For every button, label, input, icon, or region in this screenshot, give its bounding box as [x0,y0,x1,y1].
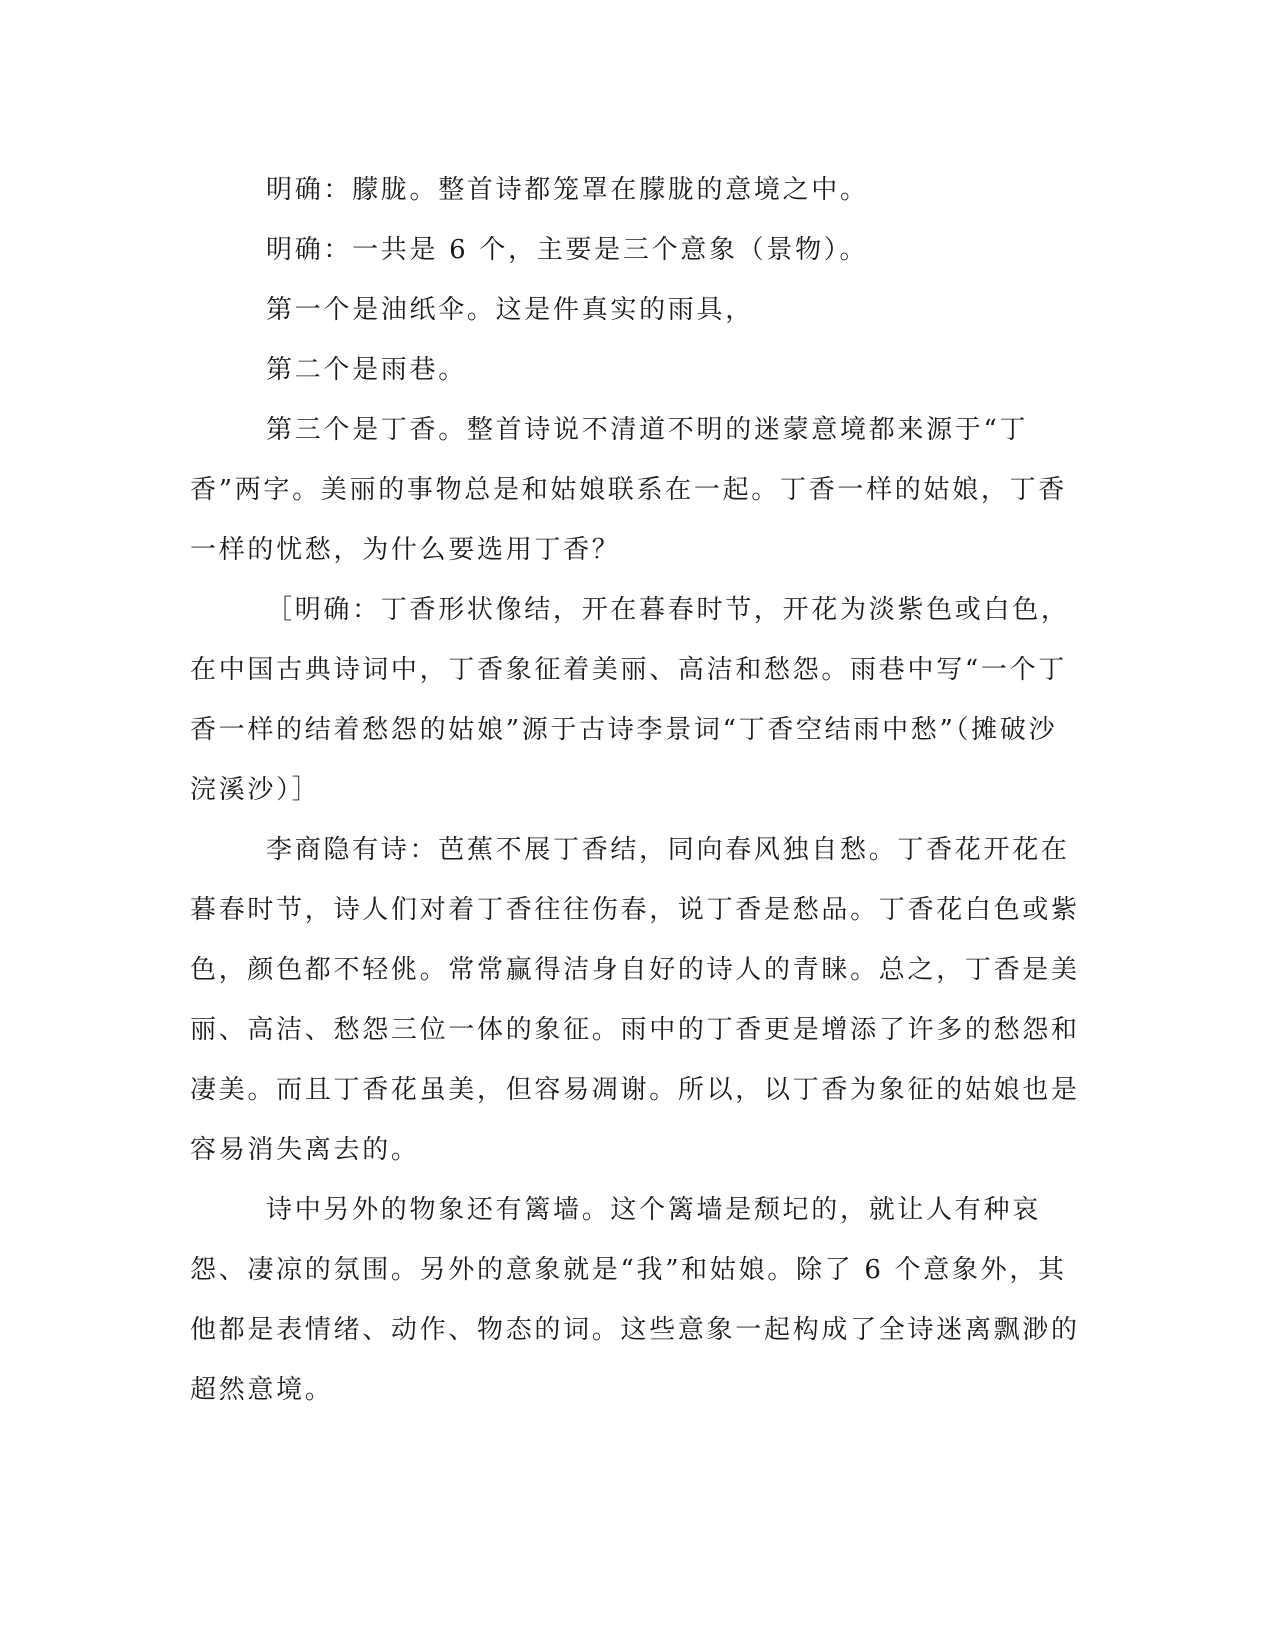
paragraph-third-image: 第三个是丁香。整首诗说不清道不明的迷蒙意境都来源于“丁香”两字。美丽的事物总是和姑娘联系在一起。丁香一样的姑娘，丁香一样的忧愁，为什么要选用丁香？ [190,415,1067,565]
paragraph-first-image: 第一个是油纸伞。这是件真实的雨具， [266,295,754,325]
document-body [190,160,1085,1420]
paragraph-second-image: 第二个是雨巷。 [266,355,467,385]
paragraph-answer-hazy: 明确：朦胧。整首诗都笼罩在朦胧的意境之中。 [266,175,869,205]
paragraph-other-images: 诗中另外的物象还有篱墙。这个篱墙是颓圮的，就让人有种哀怨、凄凉的氛围。另外的意象就是“我”和姑娘。除了 6 个意象外，其他都是表情绪、动作、物态的词。这些意象一起构成了全诗迷离飘渺的超然意境。 [190,1195,1080,1405]
paragraph-answer-six-images: 明确：一共是 6 个，主要是三个意象（景物）。 [266,235,869,265]
paragraph-li-shangyin: 李商隐有诗：芭蕉不展丁香结，同向春风独自愁。丁香花开花在暮春时节，诗人们对着丁香往往伤春，说丁香是愁品。丁香花白色或紫色，颜色都不轻佻。常常赢得洁身自好的诗人的青睐。总之，丁香是美丽、高洁、愁怨三位一体的象征。雨中的丁香更是增添了许多的愁怨和凄美。而且丁香花虽美，但容易凋谢。所以，以丁香为象征的姑娘也是容易消失离去的。 [190,835,1080,1165]
paragraph-bracket-answer: ［明确：丁香形状像结，开在暮春时节，开花为淡紫色或白色，在中国古典诗词中，丁香象征着美丽、高洁和愁怨。雨巷中写“一个丁香一样的结着愁怨的姑娘”源于古诗李景词“丁香空结雨中愁”（摊破沙浣溪沙）］ [190,595,1070,805]
